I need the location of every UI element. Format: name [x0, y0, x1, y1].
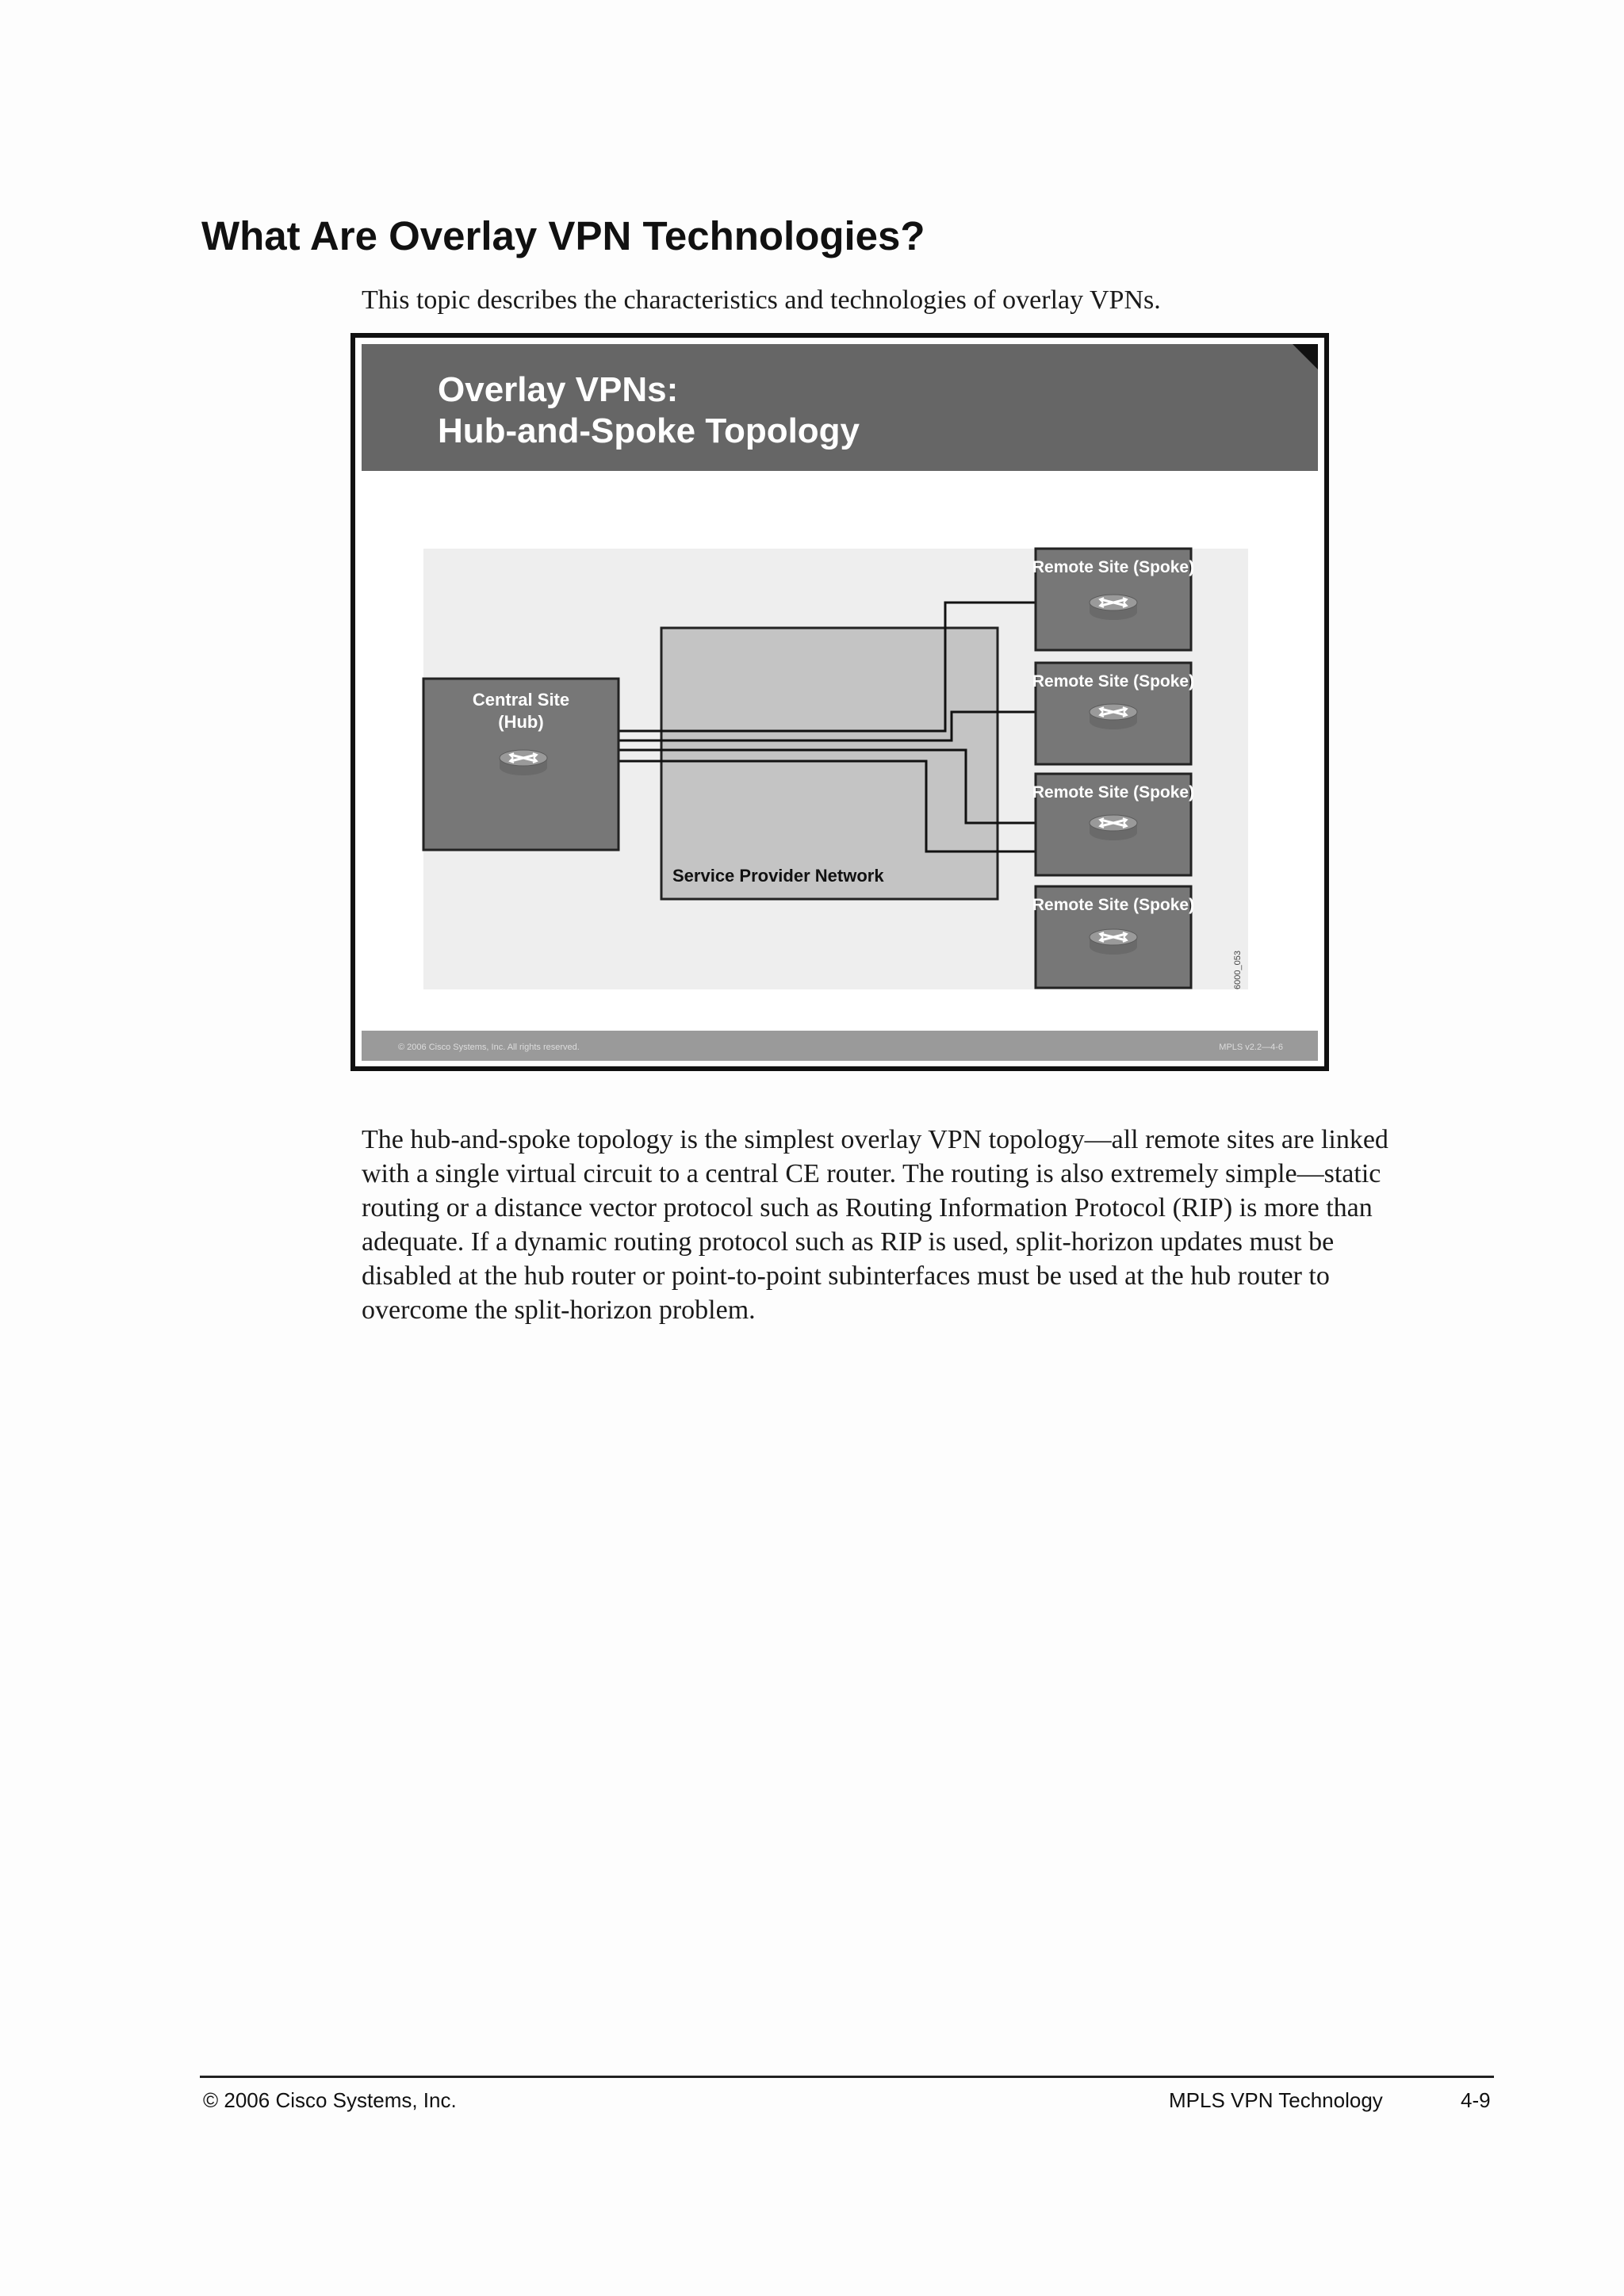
body-line: disabled at the hub router or point-to-point subinterfaces must be used at the hub router to	[362, 1261, 1330, 1291]
slide-title-line2: Hub-and-Spoke Topology	[438, 411, 860, 450]
body-line: adequate. If a dynamic routing protocol such as RIP is used, split-horizon updates must be	[362, 1227, 1335, 1257]
spoke-label: Remote Site (Spoke)	[1032, 783, 1195, 802]
spoke-site-1	[1032, 549, 1194, 650]
body-line: routing or a distance vector protocol such as Routing Information Protocol (RIP) is more than	[362, 1193, 1373, 1223]
slide-course-code: MPLS v2.2—4-6	[1219, 1043, 1283, 1052]
slide-title-line1: Overlay VPNs:	[438, 370, 679, 409]
hub-router-icon	[500, 750, 547, 775]
slide-figure	[350, 333, 1329, 1071]
spoke-router-icon	[1090, 929, 1137, 955]
footer-page-number: 4-9	[1461, 2088, 1491, 2112]
spoke-site-4	[1032, 886, 1194, 988]
footer-course-title: MPLS VPN Technology	[1169, 2088, 1383, 2112]
body-line: with a single virtual circuit to a central CE router. The routing is also extremely simple—static	[362, 1159, 1381, 1188]
intro-paragraph: This topic describes the characteristics and technologies of overlay VPNs.	[362, 285, 1161, 315]
body-line: The hub-and-spoke topology is the simplest overlay VPN topology—all remote sites are linked	[362, 1125, 1388, 1154]
provider-label: Service Provider Network	[672, 866, 884, 886]
page-heading: What Are Overlay VPN Technologies?	[201, 213, 925, 258]
spoke-label: Remote Site (Spoke)	[1032, 558, 1195, 576]
spoke-label: Remote Site (Spoke)	[1032, 896, 1195, 914]
footer-rule	[200, 2076, 1494, 2078]
hub-label-line2: (Hub)	[498, 712, 544, 732]
spoke-site-3	[1032, 774, 1194, 875]
footer-copyright: © 2006 Cisco Systems, Inc.	[203, 2088, 457, 2112]
service-provider-network	[661, 628, 998, 899]
hub-label-line1: Central Site	[472, 690, 570, 710]
figure-id: 6000_053	[1233, 951, 1243, 989]
spoke-router-icon	[1090, 815, 1137, 840]
spoke-router-icon	[1090, 704, 1137, 729]
topology-diagram	[355, 338, 1324, 1066]
spoke-router-icon	[1090, 595, 1137, 620]
spoke-site-2	[1032, 663, 1194, 764]
slide-copyright: © 2006 Cisco Systems, Inc. All rights reserved.	[398, 1043, 580, 1052]
body-paragraph	[362, 1123, 1488, 1327]
body-line: overcome the split-horizon problem.	[362, 1295, 756, 1325]
spoke-label: Remote Site (Spoke)	[1032, 672, 1195, 691]
